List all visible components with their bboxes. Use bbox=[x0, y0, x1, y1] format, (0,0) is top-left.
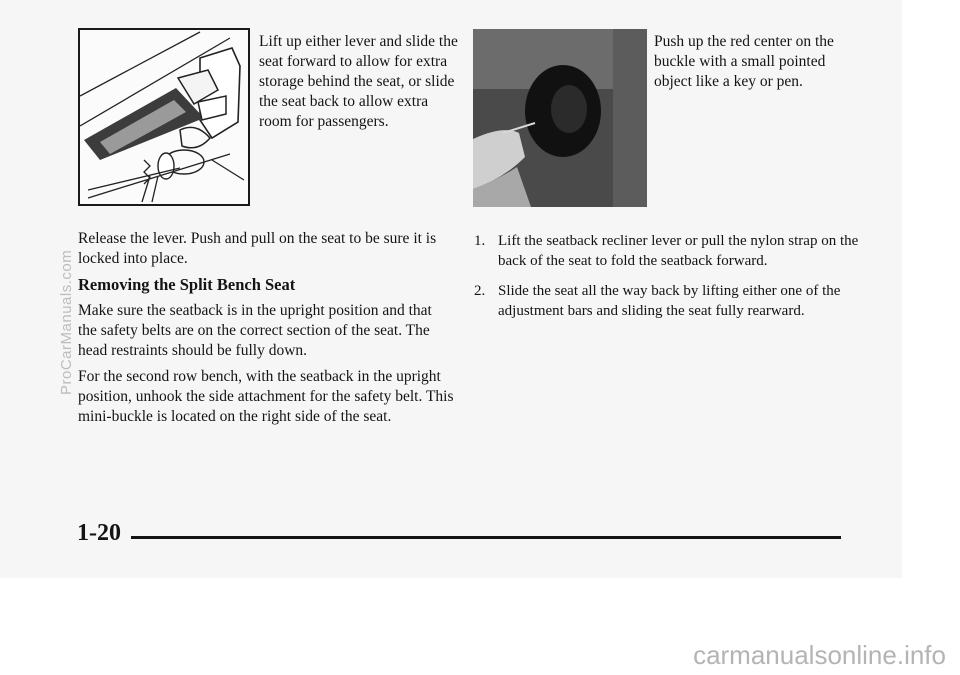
paragraph-lever-release: Release the lever. Push and pull on the seat to be sure it is locked into place. bbox=[78, 230, 437, 267]
step-text: Lift the seatback recliner lever or pull the nylon strap on the back of the seat to fold the seatback forward. bbox=[498, 233, 859, 269]
photo-caption: Push up the red center on the buckle with a small pointed object like a key or pen. bbox=[654, 33, 834, 90]
page-number: 1-20 bbox=[77, 520, 121, 546]
left-column bbox=[78, 229, 454, 433]
steps-list bbox=[474, 231, 864, 331]
section-heading: Removing the Split Bench Seat bbox=[78, 275, 296, 294]
buckle-photo bbox=[473, 29, 647, 207]
step-number: 1. bbox=[474, 233, 486, 249]
step-item bbox=[474, 281, 864, 321]
step-item bbox=[474, 231, 864, 271]
seat-lever-illustration bbox=[78, 28, 250, 206]
seat-lever-drawing bbox=[80, 30, 248, 204]
illustration-caption: Lift up either lever and slide the seat forward to allow for extra storage behind the seat, or slide the seat back to allow extra room for passengers. bbox=[259, 33, 458, 130]
step-number: 2. bbox=[474, 283, 486, 299]
buckle-photo-image bbox=[473, 29, 647, 207]
paragraph-second-row-bench: For the second row bench, with the seatback in the upright position, unhook the side attachment for the safety belt. This mini-buckle is located on the right side of the seat. bbox=[78, 368, 454, 425]
side-watermark: ProCarManuals.com bbox=[58, 249, 75, 395]
step-text: Slide the seat all the way back by lifting either one of the adjustment bars and sliding the seat fully rearward. bbox=[498, 283, 841, 319]
paragraph-seatback-position: Make sure the seatback is in the upright position and that the safety belts are on the correct section of the seat. The head restraints should be fully down. bbox=[78, 302, 432, 359]
footer-rule bbox=[131, 536, 841, 539]
bottom-watermark: carmanualsonline.info bbox=[693, 640, 946, 670]
